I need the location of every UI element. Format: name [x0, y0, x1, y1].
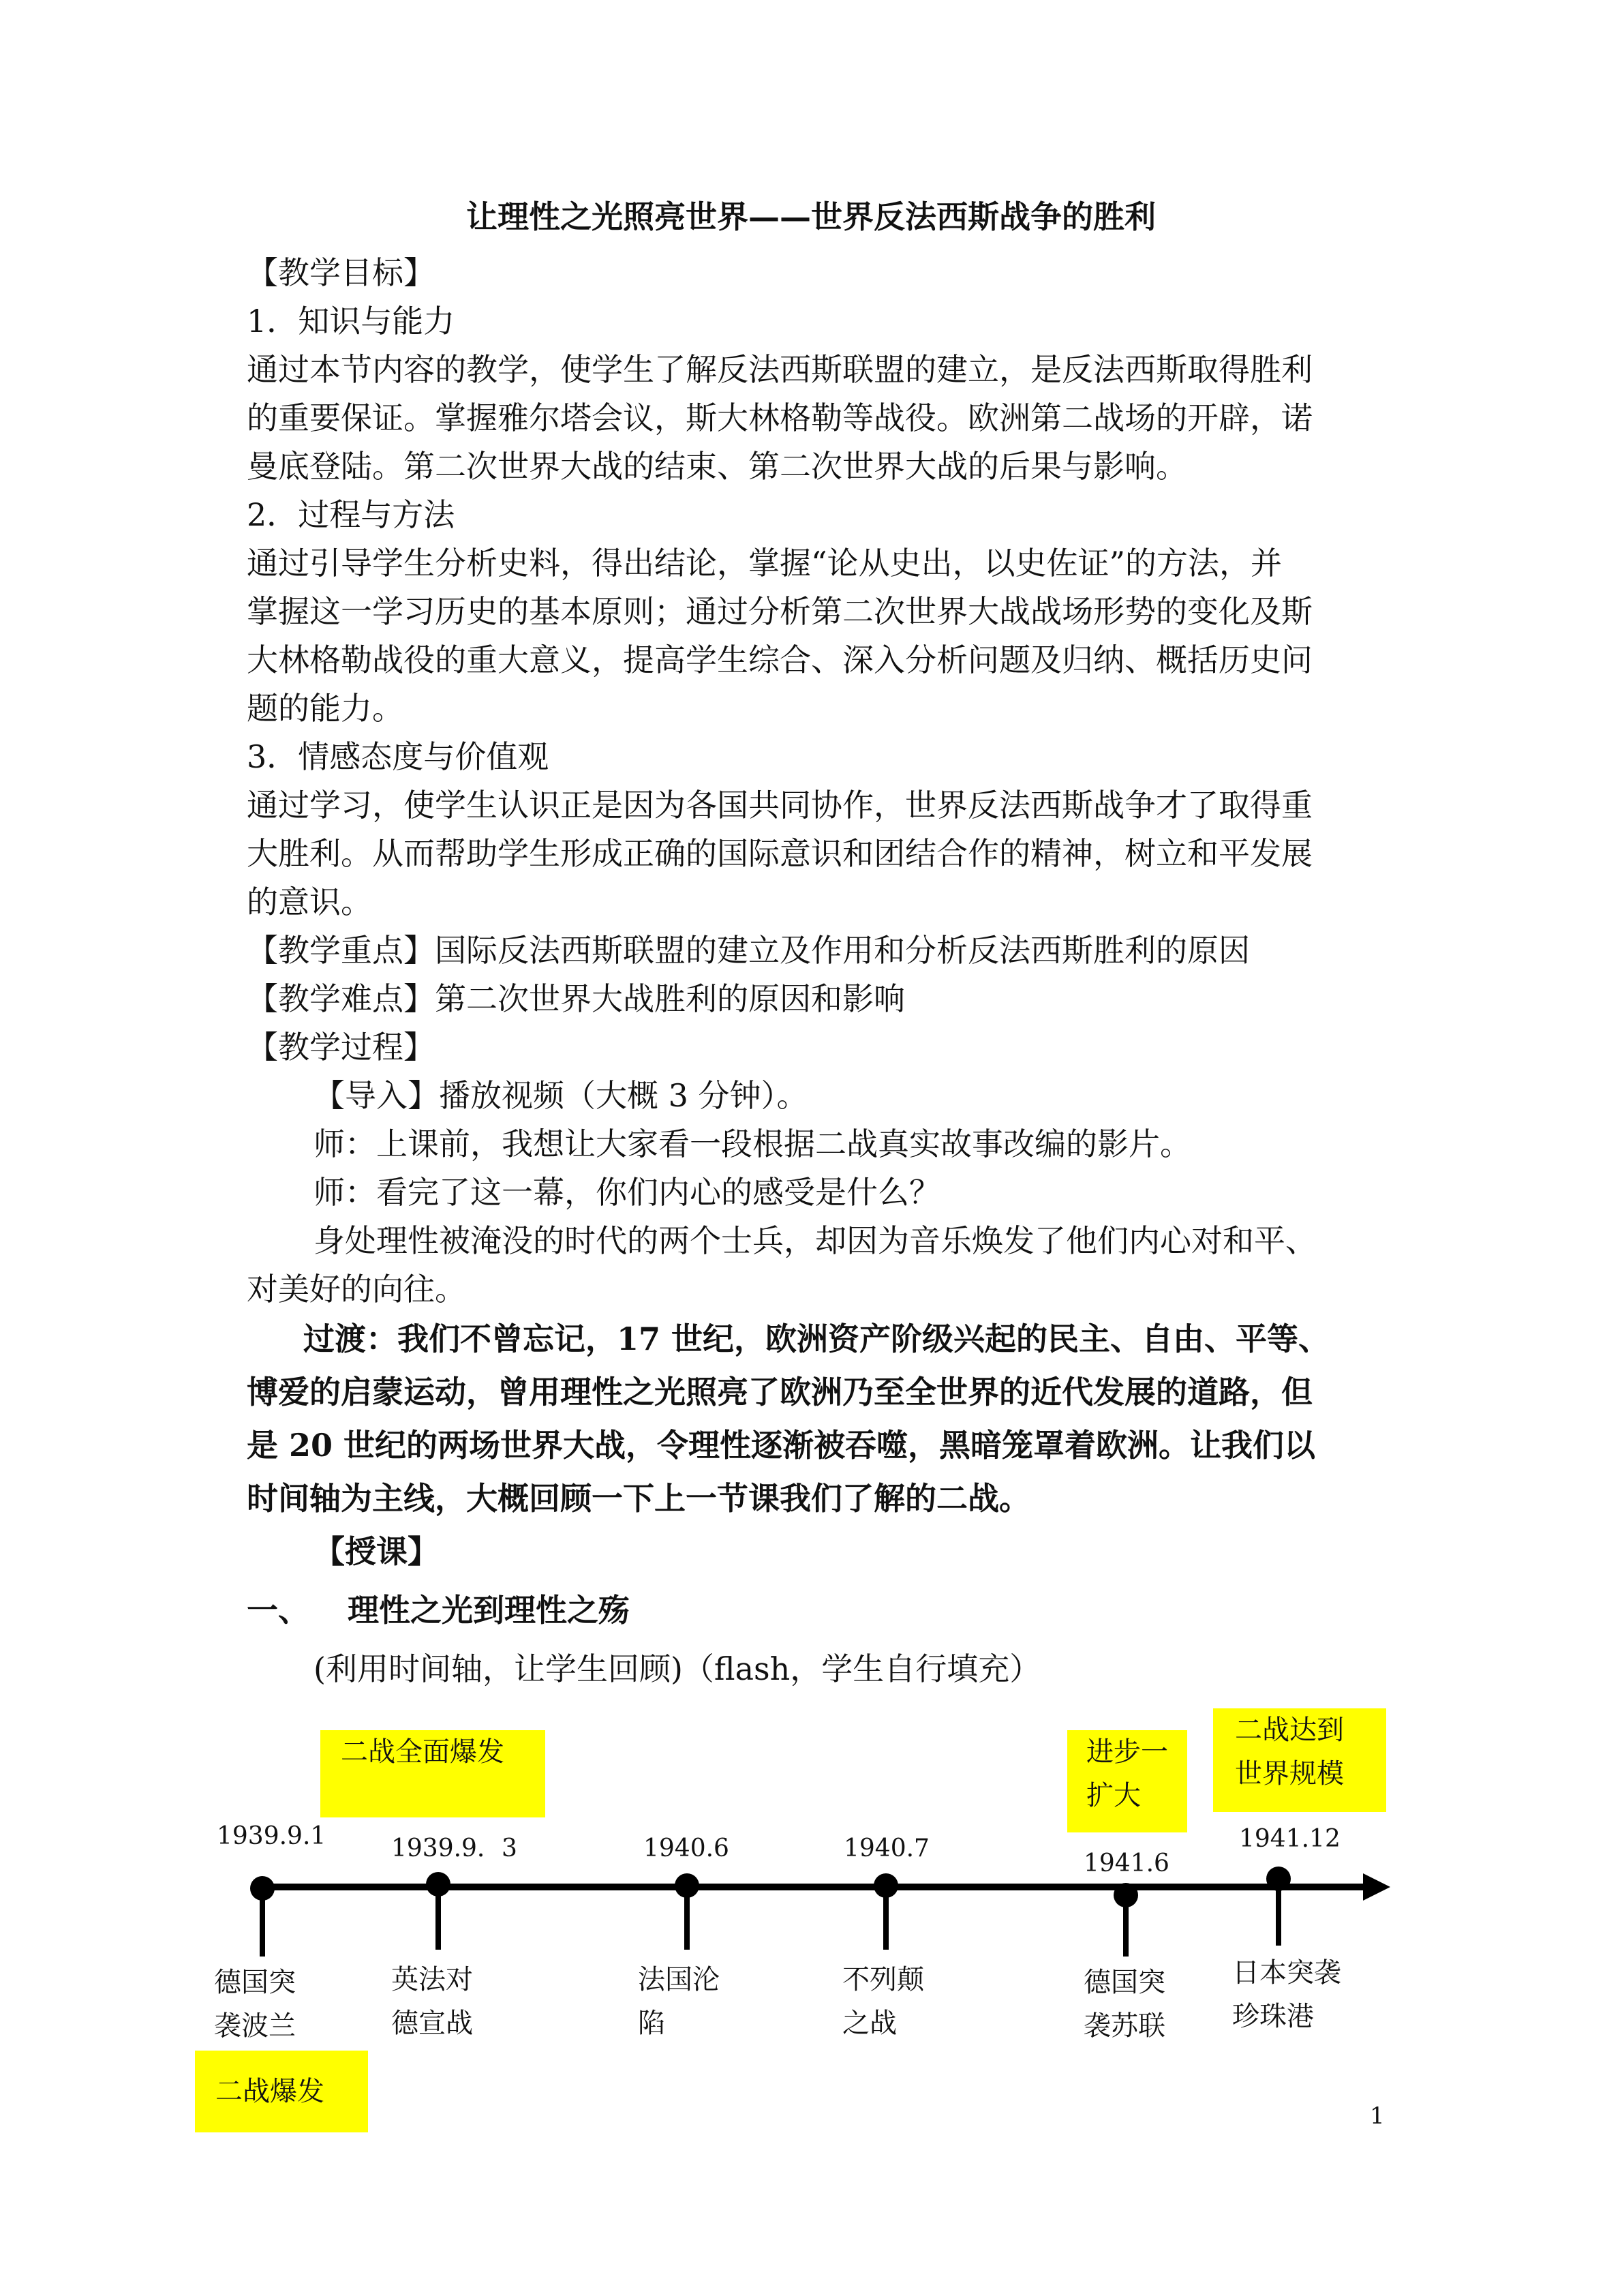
paragraph-line: 通过本节内容的教学，使学生了解反法西斯联盟的建立，是反法西斯取得胜利: [247, 351, 1313, 388]
transition-line: 是 20 世纪的两场世界大战，令理性逐渐被吞噬，黑暗笼罩着欧洲。让我们以: [247, 1427, 1316, 1464]
tag-war-outbreak: 二战爆发: [195, 2051, 368, 2132]
transition-line: 时间轴为主线，大概回顾一下上一节课我们了解的二战。: [247, 1480, 1030, 1517]
teaching-heading: 【授课】: [313, 1533, 439, 1570]
timeline-date: 1941.12: [1239, 1825, 1341, 1853]
timeline-arrow-icon: [1363, 1873, 1390, 1901]
section-title: 理性之光到理性之殇: [348, 1592, 630, 1629]
subheading-knowledge: 1．知识与能力: [247, 303, 455, 339]
teacher-line: 师：上课前，我想让大家看一段根据二战真实故事改编的影片。: [313, 1126, 1191, 1162]
paragraph-line: 通过引导学生分析史料，得出结论，掌握“论从史出，以史佐证”的方法，并: [247, 545, 1283, 581]
paragraph-line: 曼底登陆。第二次世界大战的结束、第二次世界大战的后果与影响。: [247, 448, 1187, 485]
page-title: 让理性之光照亮世界——世界反法西斯战争的胜利: [466, 198, 1156, 235]
tag-war-full-outbreak: 二战全面爆发: [320, 1730, 545, 1817]
teacher-line: 师：看完了这一幕，你们内心的感受是什么？: [313, 1174, 940, 1211]
paragraph-line: 大林格勒战役的重大意义，提高学生综合、深入分析问题及归纳、概括历史问: [247, 641, 1313, 678]
timeline-date: 1941.6: [1084, 1849, 1169, 1877]
difficult-points: 【教学难点】第二次世界大战胜利的原因和影响: [247, 980, 905, 1017]
timeline-event: 英法对 德宣战: [391, 1964, 473, 2039]
paragraph-line: 对美好的向往。: [247, 1271, 466, 1308]
paragraph-line: 大胜利。从而帮助学生形成正确的国际意识和团结合作的精神，树立和平发展: [247, 835, 1313, 872]
heading-process: 【教学过程】: [247, 1029, 435, 1066]
timeline-event: 德国突 袭苏联: [1084, 1967, 1165, 2042]
intro-line: 【导入】播放视频（大概 3 分钟）。: [313, 1077, 808, 1114]
timeline-instruction: (利用时间轴，让学生回顾)（flash，学生自行填充）: [313, 1650, 1041, 1687]
transition-line: 过渡：我们不曾忘记，17 世纪，欧洲资产阶级兴起的民主、自由、平等、: [303, 1320, 1330, 1357]
page-number: 1: [1370, 2102, 1385, 2130]
timeline-date: 1939.9.1: [217, 1822, 326, 1850]
timeline-event: 日本突袭 珍珠港: [1232, 1957, 1341, 2032]
paragraph-line: 题的能力。: [247, 690, 403, 727]
paragraph-line: 的重要保证。掌握雅尔塔会议，斯大林格勒等战役。欧洲第二战场的开辟，诺: [247, 399, 1313, 436]
timeline-event: 不列颠 之战: [842, 1964, 924, 2039]
transition-line: 博爱的启蒙运动，曾用理性之光照亮了欧洲乃至全世界的近代发展的道路，但: [247, 1374, 1313, 1410]
section-number: 一、: [247, 1592, 309, 1629]
paragraph-line: 身处理性被淹没的时代的两个士兵，却因为音乐焕发了他们内心对和平、: [313, 1222, 1317, 1259]
key-points: 【教学重点】国际反法西斯联盟的建立及作用和分析反法西斯胜利的原因: [247, 932, 1250, 969]
timeline-date: 1940.7: [844, 1834, 930, 1862]
subheading-values: 3．情感态度与价值观: [247, 738, 549, 775]
timeline-event: 德国突 袭波兰: [214, 1967, 296, 2042]
tag-world-scale: 二战达到 世界规模: [1213, 1708, 1386, 1812]
paragraph-line: 通过学习，使学生认识正是因为各国共同协作，世界反法西斯战争才了取得重: [247, 787, 1313, 824]
heading-objectives: 【教学目标】: [247, 254, 435, 291]
subheading-process: 2．过程与方法: [247, 496, 455, 533]
tag-further-expansion: 进步一 扩大: [1067, 1730, 1187, 1832]
timeline-date: 1939.9．3: [391, 1834, 517, 1862]
timeline-markers: [250, 1867, 1291, 1957]
paragraph-line: 掌握这一学习历史的基本原则；通过分析第二次世界大战战场形势的变化及斯: [247, 593, 1313, 630]
timeline-date: 1940.6: [643, 1834, 729, 1862]
timeline-event: 法国沦 陷: [638, 1964, 720, 2039]
paragraph-line: 的意识。: [247, 883, 372, 920]
